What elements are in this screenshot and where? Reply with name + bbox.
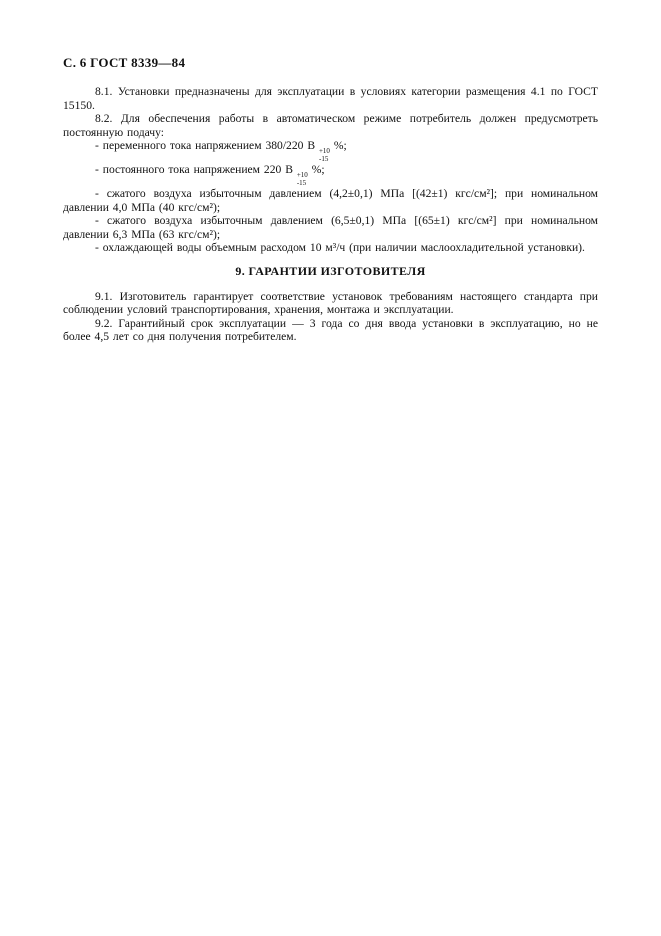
paragraph: 8.1. Установки предназначены для эксплуатации в условиях категории размещения 4.1 по ГОСТ 15150. [63, 85, 598, 112]
paragraph: 9.1. Изготовитель гарантирует соответствие установок требованиям настоящего стандарта при соблюдении условий транспортирования, хранения, монтажа и эксплуатации. [63, 289, 598, 316]
page-header: С. 6 ГОСТ 8339—84 [63, 55, 186, 70]
paragraph: 8.2. Для обеспечения работы в автоматическом режиме потребитель должен предусмотреть постоянную подачу: [63, 112, 598, 139]
document-content-area [63, 55, 598, 344]
list-item: - постоянного тока напряжением 220 В +10 -15 %; [95, 163, 325, 187]
list-item: - сжатого воздуха избыточным давлением (6,5±0,1) МПа [(65±1) кгс/см²] при номинальном давлении 6,3 МПа (63 кгс/см²); [63, 214, 598, 241]
list-item: - сжатого воздуха избыточным давлением (4,2±0,1) МПа [(42±1) кгс/см²]; при номинальном давлении 4,0 МПа (40 кгс/см²); [63, 187, 598, 214]
list-item: - охлаждающей воды объемным расходом 10 м³/ч (при наличии маслоохладительной установки). [95, 241, 585, 254]
tolerance-notation: +10 -15 [296, 171, 308, 187]
list-item: - переменного тока напряжением 380/220 В +10 -15 %; [95, 139, 347, 163]
document-body [63, 85, 598, 344]
paragraph: 9.2. Гарантийный срок эксплуатации — 3 года со дня ввода установки в эксплуатацию, но не более 4,5 лет со дня получения потребителем. [63, 316, 598, 343]
tolerance-notation: +10 -15 [318, 147, 330, 163]
section-heading: 9. ГАРАНТИИ ИЗГОТОВИТЕЛЯ [235, 263, 426, 278]
